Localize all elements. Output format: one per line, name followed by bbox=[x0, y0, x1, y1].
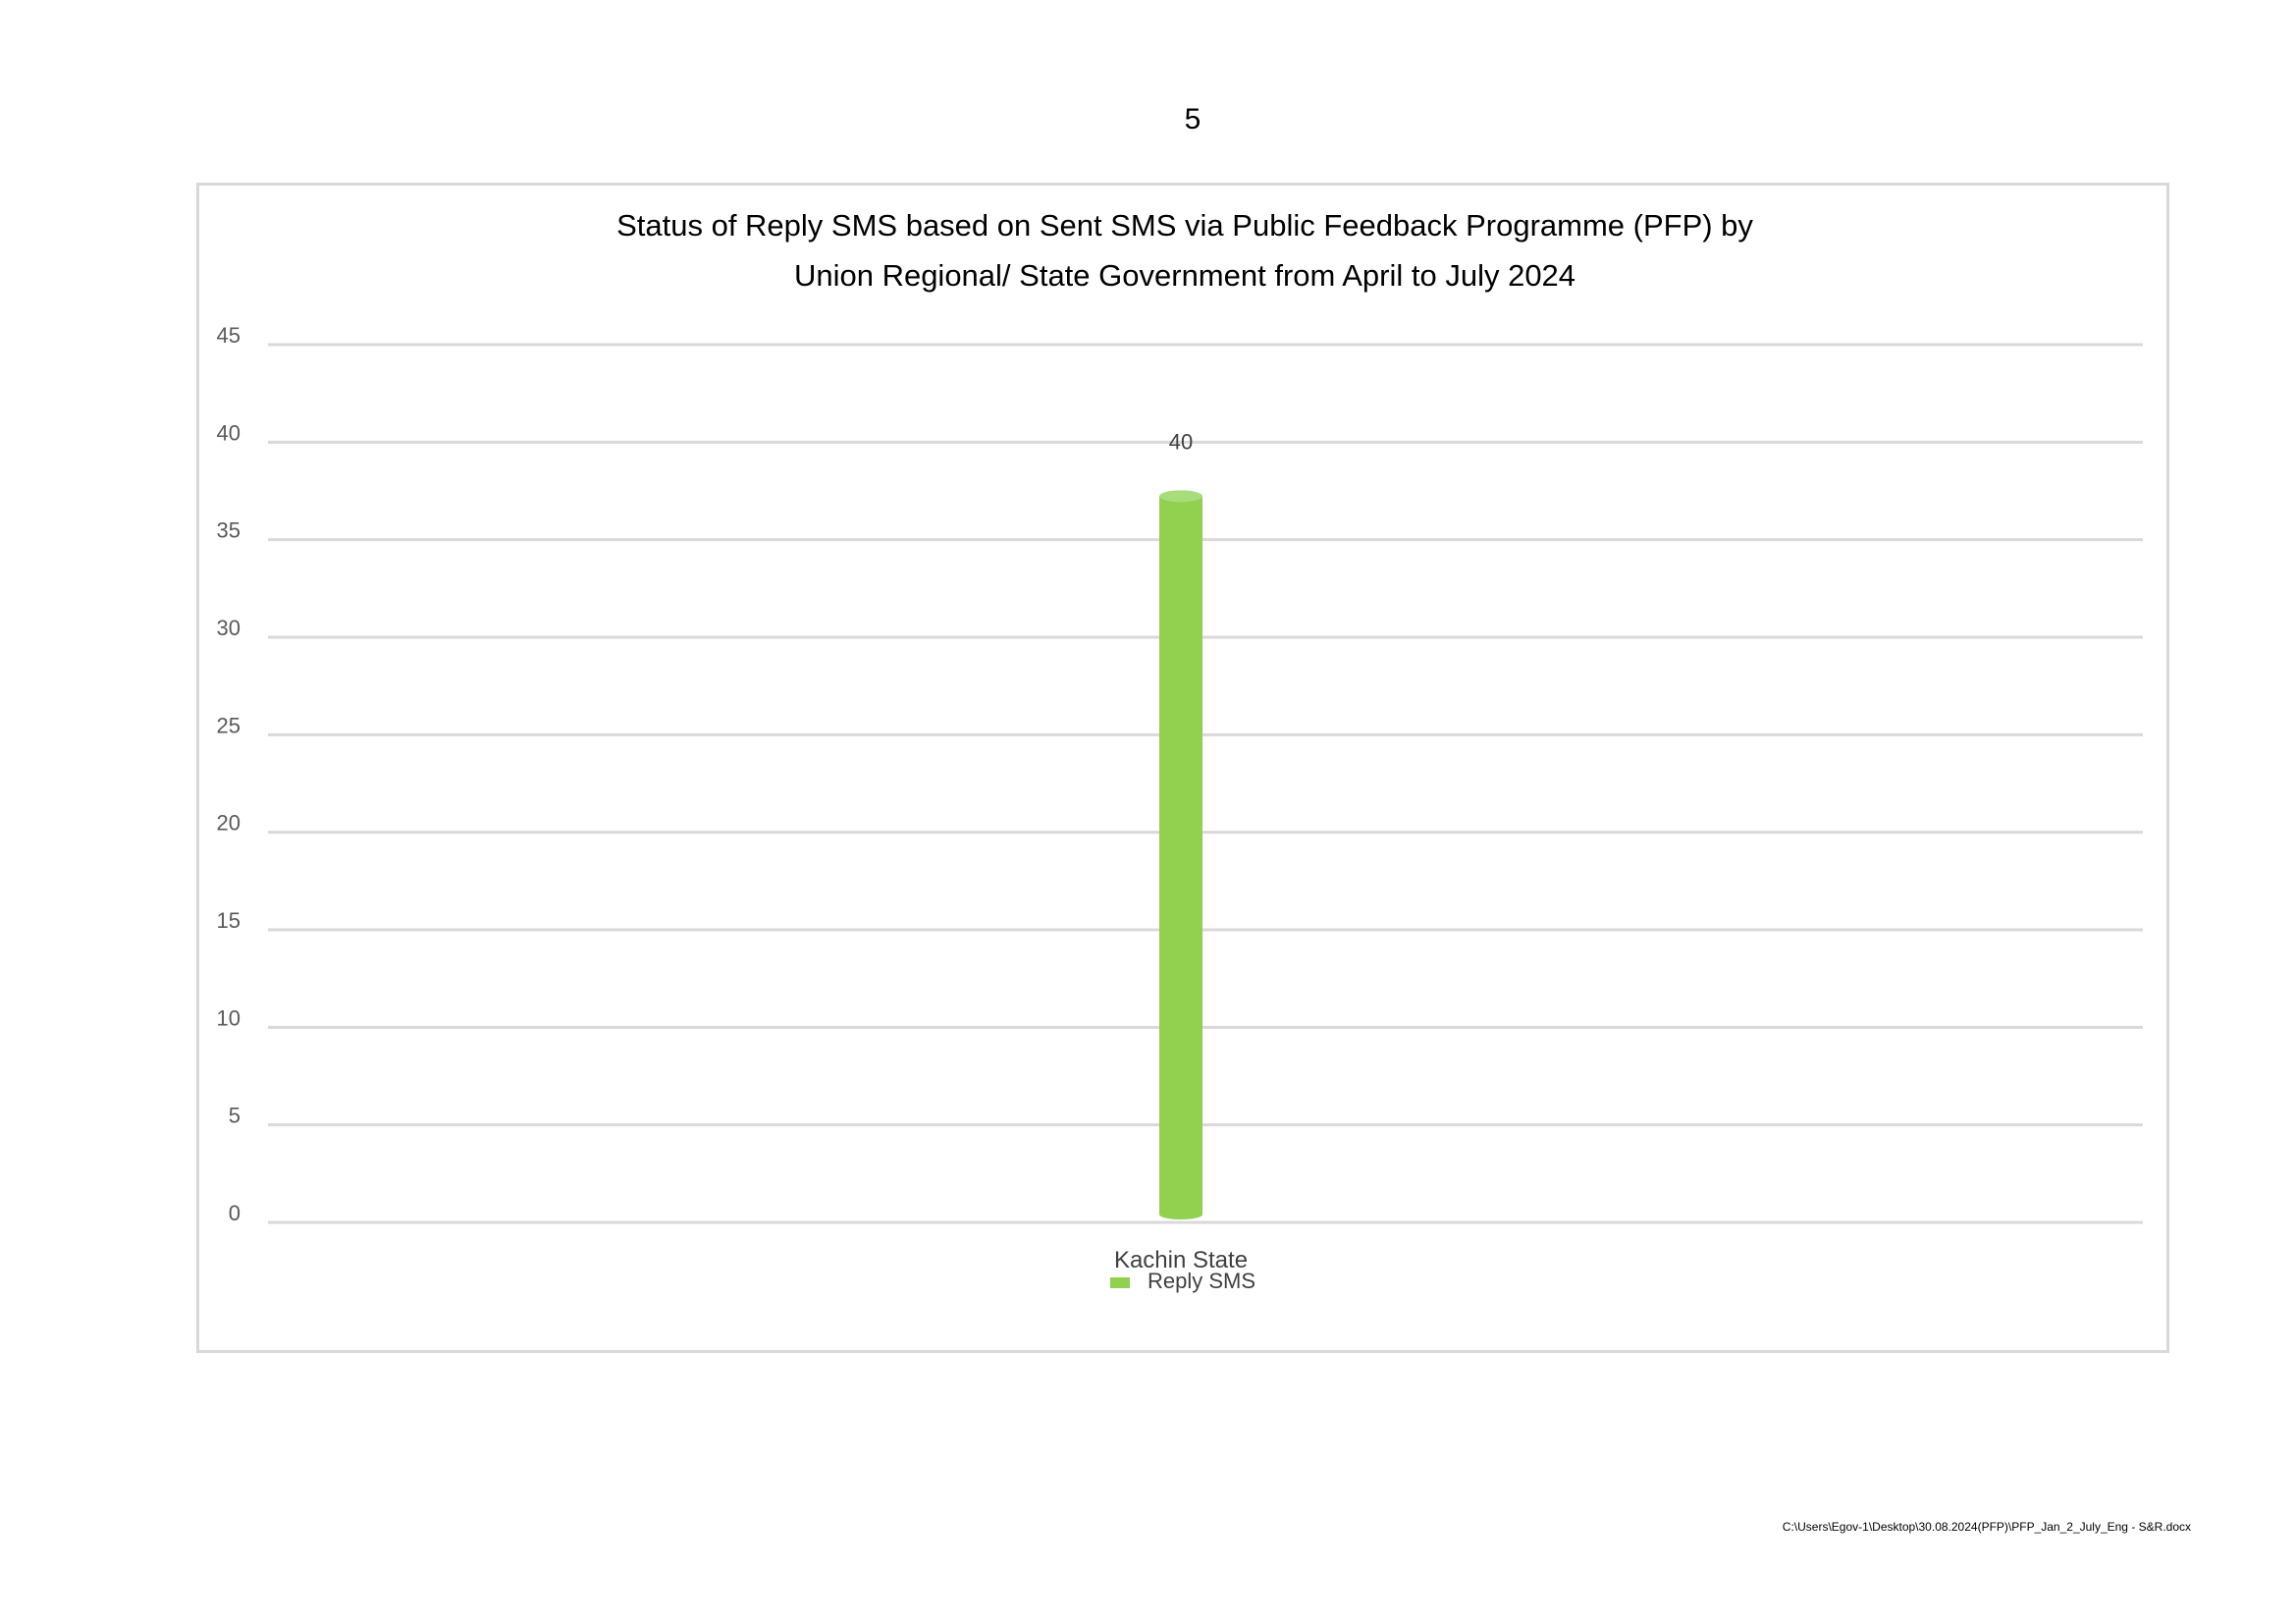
bar-base bbox=[1159, 1210, 1202, 1219]
x-category-label: Kachin State bbox=[1113, 1247, 1249, 1273]
data-label: 40 bbox=[1168, 429, 1194, 455]
chart-container bbox=[196, 183, 2169, 1353]
bar bbox=[1159, 496, 1202, 1215]
chart-title bbox=[616, 208, 1753, 293]
y-tick-label: 30 bbox=[216, 616, 240, 640]
chart-bars bbox=[1159, 490, 1202, 1219]
bar-chart bbox=[199, 186, 2166, 1350]
y-tick-label: 15 bbox=[216, 908, 240, 933]
y-tick-label: 40 bbox=[216, 420, 240, 446]
chart-data-labels bbox=[1169, 429, 1193, 454]
chart-title-line: Status of Reply SMS based on Sent SMS via Public Feedback Programme (PFP) by bbox=[616, 208, 1753, 243]
chart-gridlines bbox=[268, 345, 2143, 1222]
bar-top bbox=[1159, 490, 1202, 502]
page-number: 5 bbox=[1184, 103, 1201, 135]
y-tick-label: 20 bbox=[216, 810, 240, 836]
legend-swatch bbox=[1110, 1277, 1130, 1288]
y-tick-label: 25 bbox=[216, 713, 240, 738]
chart-title-line: Union Regional/ State Government from April to July 2024 bbox=[793, 258, 1576, 293]
legend-label: Reply SMS bbox=[1148, 1269, 1256, 1293]
y-tick-label: 10 bbox=[216, 1005, 240, 1031]
y-axis-tick-labels bbox=[217, 323, 240, 1225]
y-tick-label: 0 bbox=[228, 1201, 240, 1225]
y-tick-label: 35 bbox=[216, 517, 240, 543]
footer-file-path: C:\Users\Egov-1\Desktop\30.08.2024(PFP)\PFP_Jan_2_July_Eng - S&R.docx bbox=[1782, 1520, 2191, 1534]
y-tick-label: 5 bbox=[228, 1103, 240, 1128]
y-tick-label: 45 bbox=[216, 323, 240, 348]
